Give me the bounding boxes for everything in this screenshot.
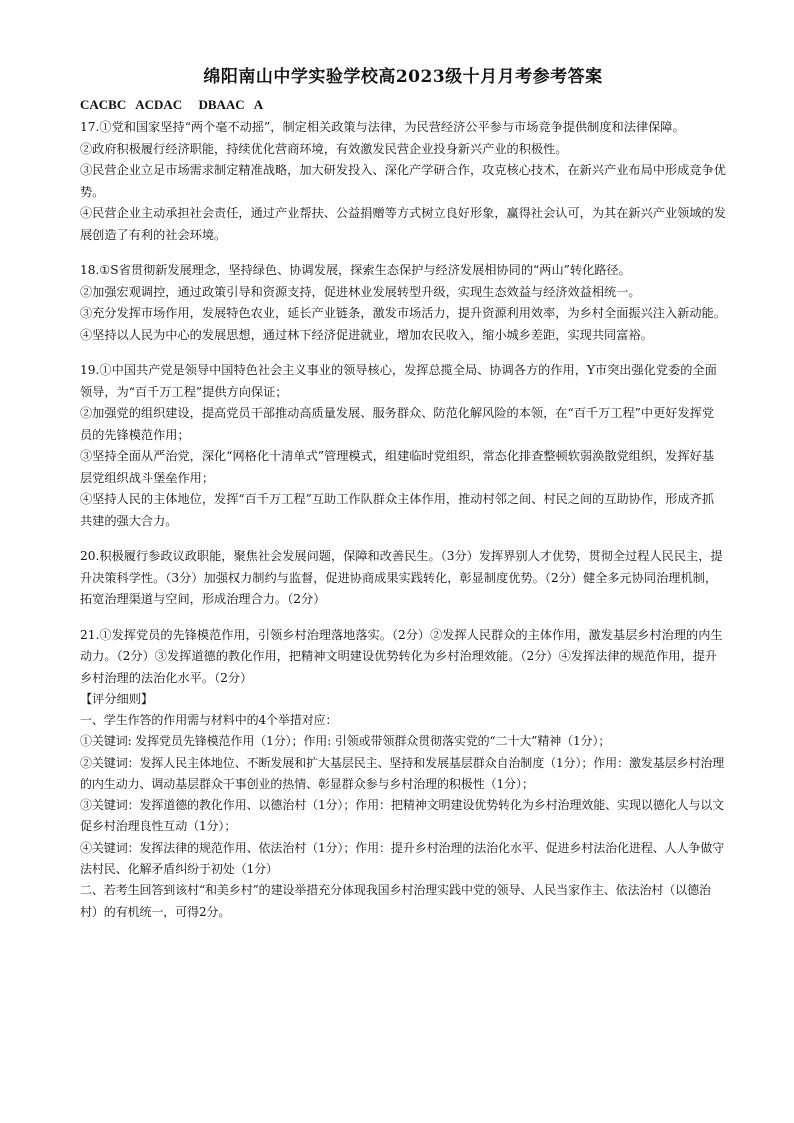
question-17-answer — [80, 117, 726, 246]
q19-point-3: ③坚持全面从严治党，深化“网格化十清单式”管理模式，组建临时党组织，常态化排查整顿软弱涣散党组织，发挥好基层党组织战斗堡垒作用； — [80, 449, 715, 485]
q21-text: 21.①发挥党员的先锋模范作用，引领乡村治理落地落实。（2分）②发挥人民群众的主体作用，激发基层乡村治理的内生动力。（2分）③发挥道德的教化作用，把精神文明建设优势转化为乡村治理效能。（2分）④发挥法律的规范作用，提升乡村治理的法治化水平。（2分） — [80, 627, 723, 685]
q20-text: 20.积极履行参政议政职能，聚焦社会发展问题，保障和改善民生。（3分）发挥界别人才优势，贯彻全过程人民民主，提升决策科学性。（3分）加强权力制约与监督，促进协商成果实践转化，彰显制度优势。（2分）健全多元协同治理机制，拓宽治理渠道与空间，形成治理合力。（2分） — [80, 549, 723, 606]
choice-answers: CACBC ACDAC DBAAC A — [80, 97, 264, 112]
q17-point-2: ②政府积极履行经济职能，持续优化营商环境，有效激发民营企业投身新兴产业的积极性。 — [80, 141, 568, 156]
question-20-answer — [80, 546, 726, 611]
answer-key-page — [80, 62, 726, 923]
q18-point-4: ④坚持以人民为中心的发展思想，通过林下经济促进就业，增加农民收入，缩小城乡差距，实现共同富裕。 — [80, 327, 653, 342]
rubric-heading: 【评分细则】 — [80, 692, 154, 706]
q17-point-1: 17.①党和国家坚持“两个毫不动摇”，制定相关政策与法律，为民营经济公平参与市场竞争提供制度和法律保障。 — [80, 120, 685, 134]
question-18-answer — [80, 260, 726, 346]
q18-point-1: 18.①S省贯彻新发展理念，坚持绿色、协调发展，探索生态保护与经济发展相协同的“两山”转化路径。 — [80, 263, 631, 277]
rubric-closing: 二、若考生回答到该村“和美乡村”的建设举措充分体现我国乡村治理实践中党的领导、人民当家作主、依法治村（以德治村）的有机统一，可得2分。 — [80, 883, 711, 919]
rubric-item-3: ③关键词：发挥道德的教化作用、以德治村（1分）；作用：把精神文明建设优势转化为乡村治理效能、实现以德化人与以文促乡村治理良性互动（1分）； — [80, 798, 725, 834]
q19-point-2: ②加强党的组织建设，提高党员干部推动高质量发展、服务群众、防范化解风险的本领，在“百千万工程”中更好发挥党员的先锋模范作用； — [80, 406, 715, 442]
rubric-item-2: ②关键词：发挥人民主体地位、不断发展和扩大基层民主、坚持和发展基层群众自治制度（1分）；作用：激发基层乡村治理的内生动力、调动基层群众干事创业的热情、彰显群众参与乡村治理的积极性（1分）； — [80, 755, 725, 791]
q17-point-4: ④民营企业主动承担社会责任，通过产业帮扶、公益捐赠等方式树立良好形象，赢得社会认可，为其在新兴产业领域的发展创造了有利的社会环境。 — [80, 206, 726, 242]
q18-point-3: ③充分发挥市场作用，发展特色农业，延长产业链条，激发市场活力，提升资源利用效率，为乡村全面振兴注入新动能。 — [80, 306, 726, 320]
q18-point-2: ②加强宏观调控，通过政策引导和资源支持，促进林业发展转型升级，实现生态效益与经济效益相统一。 — [80, 284, 641, 299]
grading-rubric — [80, 689, 726, 923]
rubric-item-1: ①关键词: 发挥党员先锋模范作用（1分）；作用: 引领或带领群众贯彻落实党的“二十大”精神（1分）； — [80, 734, 611, 749]
q19-point-1: 19.①中国共产党是领导中国特色社会主义事业的领导核心，发挥总揽全局、协调各方的作用，Y市突出强化党委的全面领导，为“百千万工程”提供方向保证； — [80, 363, 717, 399]
question-21-answer — [80, 625, 726, 690]
q17-point-3: ③民营企业立足市场需求制定精准战略，加大研发投入、深化产学研合作，攻克核心技术，在新兴产业布局中形成竞争优势。 — [80, 163, 726, 199]
rubric-intro: 一、学生作答的作用需与材料中的4个举措对应： — [80, 713, 338, 727]
q19-point-4: ④坚持人民的主体地位，发挥“百千万工程”互助工作队群众主体作用，推动村邻之间、村民之间的互助协作，形成齐抓共建的强大合力。 — [80, 492, 715, 528]
question-19-answer — [80, 360, 726, 532]
document-title: 绵阳南山中学实验学校高2023级十月月考参考答案 — [203, 67, 603, 87]
rubric-item-4: ④关键词：发挥法律的规范作用、依法治村（1分）；作用：提升乡村治理的法治化水平、促进乡村法治化进程、人人争做守法村民、化解矛盾纠纷于初处（1分） — [80, 840, 725, 877]
